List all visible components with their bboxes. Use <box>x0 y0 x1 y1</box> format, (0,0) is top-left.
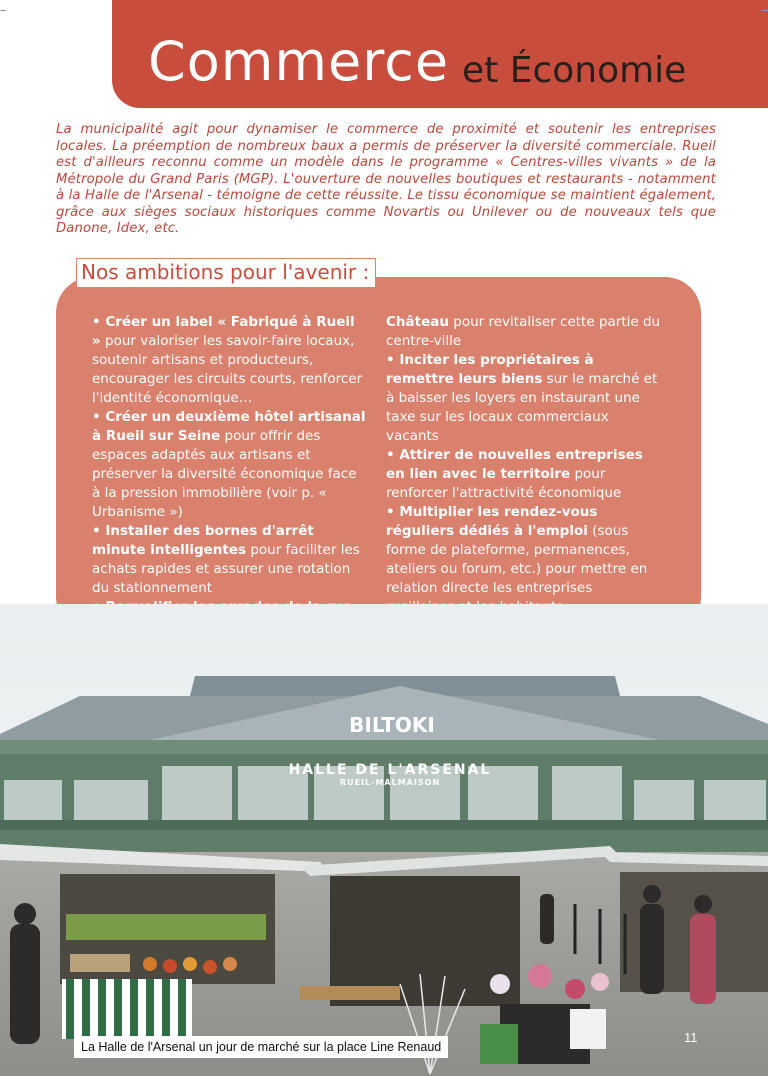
ambition-item: • Installer des bornes d'arrêt minute intelligentes pour faciliter les achats rapides et assurer une rotation du stationnement <box>92 523 360 596</box>
ambitions-column-right <box>386 313 661 617</box>
ambition-item: • Inciter les propriétaires à remettre leurs biens sur le marché et à baisser les loyers en instaurant une taxe sur les locaux commerciaux vacants <box>386 352 658 444</box>
ambitions-column-left <box>92 313 367 636</box>
photo-caption: La Halle de l'Arsenal un jour de marché sur la place Line Renaud <box>74 1036 448 1058</box>
ambition-item: • Attirer de nouvelles entreprises en lien avec le territoire pour renforcer l'attractivité économique <box>386 447 643 501</box>
ambition-item: • Multiplier les rendez-vous réguliers dédiés à l'emploi (sous forme de plateforme, permanences, ateliers ou forum, etc.) pour mettre en relation directe les entreprises <box>386 504 648 596</box>
ambition-item: • Créer un label « Fabriqué à Rueil » pour valoriser les savoir-faire locaux, soutenir artisans et producteurs, encourager les circuits courts, renforcer l'identité économique… <box>92 314 363 406</box>
table <box>300 986 400 1000</box>
page-title: Commerce <box>148 30 450 93</box>
intro-paragraph: La municipalité agit pour dynamiser le commerce de proximité et soutenir les entreprises locales. La préemption de nombreux baux a permis de préserver la diversité commerciale. Rueil est d'ailleurs reconnu comme un modèle dans le programme « Centres-villes vivants » de la Métropole du Grand Paris (MGP). L'ouverture de nouvelles boutiques et restaurants - notamment à la Halle de l'Arsenal - témoigne de cette réussite. Le tissu économique se maintient également, grâce aux sièges sociaux historiques comme Novartis ou Unilever ou de nouveaux tels que Danone, Idex, etc. <box>56 122 716 236</box>
market-hall-photo <box>0 604 768 1076</box>
crop-mark <box>762 10 768 11</box>
ambition-item: • Créer un deuxième hôtel artisanal à Rueil sur Seine pour offrir des espaces adaptés aux artisans et préserver la diversité économique face à la pression immobilière (voir p. « Urbanisme ») <box>92 409 366 520</box>
page-subtitle: et Économie <box>462 50 687 91</box>
ambitions-title: Nos ambitions pour l'avenir : <box>76 258 376 288</box>
striped-counter <box>62 979 192 1039</box>
bucket <box>570 1009 606 1049</box>
crop-mark <box>0 10 6 11</box>
page-number: 11 <box>684 1030 698 1045</box>
ambition-item: Château pour revitaliser cette partie du centre-ville <box>386 314 661 349</box>
city-sign: RUEIL-MALMAISON <box>339 778 441 787</box>
green-bucket <box>480 1024 518 1064</box>
biltoki-sign: BILTOKI <box>349 713 435 737</box>
halle-sign: HALLE DE L'ARSENAL <box>288 762 492 778</box>
